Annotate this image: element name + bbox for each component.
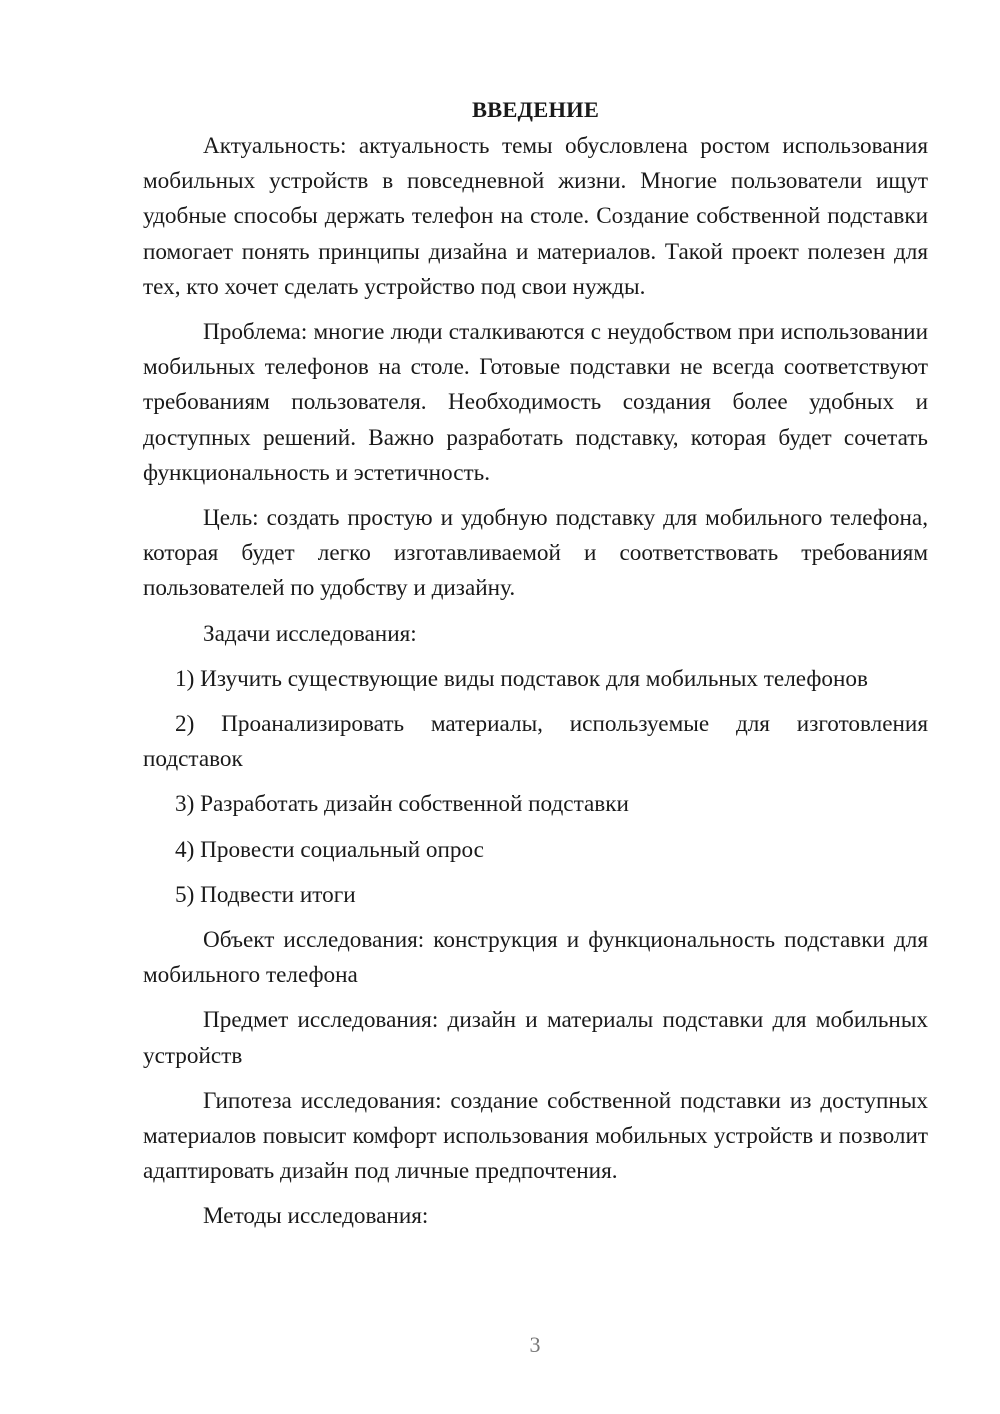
task-item-1: 1) Изучить существующие виды подставок для мобильных телефонов xyxy=(175,665,868,692)
tasks-heading: Задачи исследования: xyxy=(203,620,417,647)
paragraph-subject: Предмет исследования: дизайн и материалы подставки для мобильных устройств xyxy=(143,1007,928,1069)
paragraph-problem: Проблема: многие люди сталкиваются с неудобством при использовании мобильных телефонов на столе. Готовые подставки не всегда соответствуют требованиям пользователя. Необходимость создания более удобных и доступных решений. Важно разработать подставку, которая будет сочетать функциональность и эстетичность. xyxy=(143,319,928,486)
task-item-2: 2) Проанализировать материалы, используемые для изготовления подставок xyxy=(143,711,928,773)
task-item-4: 4) Провести социальный опрос xyxy=(175,836,484,863)
task-item-5: 5) Подвести итоги xyxy=(175,881,356,908)
methods-heading: Методы исследования: xyxy=(203,1203,429,1230)
task-item-3: 3) Разработать дизайн собственной подставки xyxy=(175,791,629,818)
paragraph-hypothesis: Гипотеза исследования: создание собственной подставки из доступных материалов повысит комфорт использования мобильных устройств и позволит адаптировать дизайн под личные предпочтения. xyxy=(143,1087,928,1185)
section-title: ВВЕДЕНИЕ xyxy=(471,97,600,122)
document-page xyxy=(143,92,928,1235)
page-number: 3 xyxy=(529,1332,541,1357)
paragraph-relevance: Актуальность: актуальность темы обусловлена ростом использования мобильных устройств в повседневной жизни. Многие пользователи ищут удобные способы держать телефон на столе. Создание собственной подставки помогает понять принципы дизайна и материалов. Такой проект полезен для тех, кто хочет сделать устройство под свои нужды. xyxy=(143,133,928,300)
paragraph-object: Объект исследования: конструкция и функциональность подставки для мобильного телефона xyxy=(143,927,928,989)
paragraph-goal: Цель: создать простую и удобную подставку для мобильного телефона, которая будет легко изготавливаемой и соответствовать требованиям пользователей по удобству и дизайну. xyxy=(143,505,928,602)
